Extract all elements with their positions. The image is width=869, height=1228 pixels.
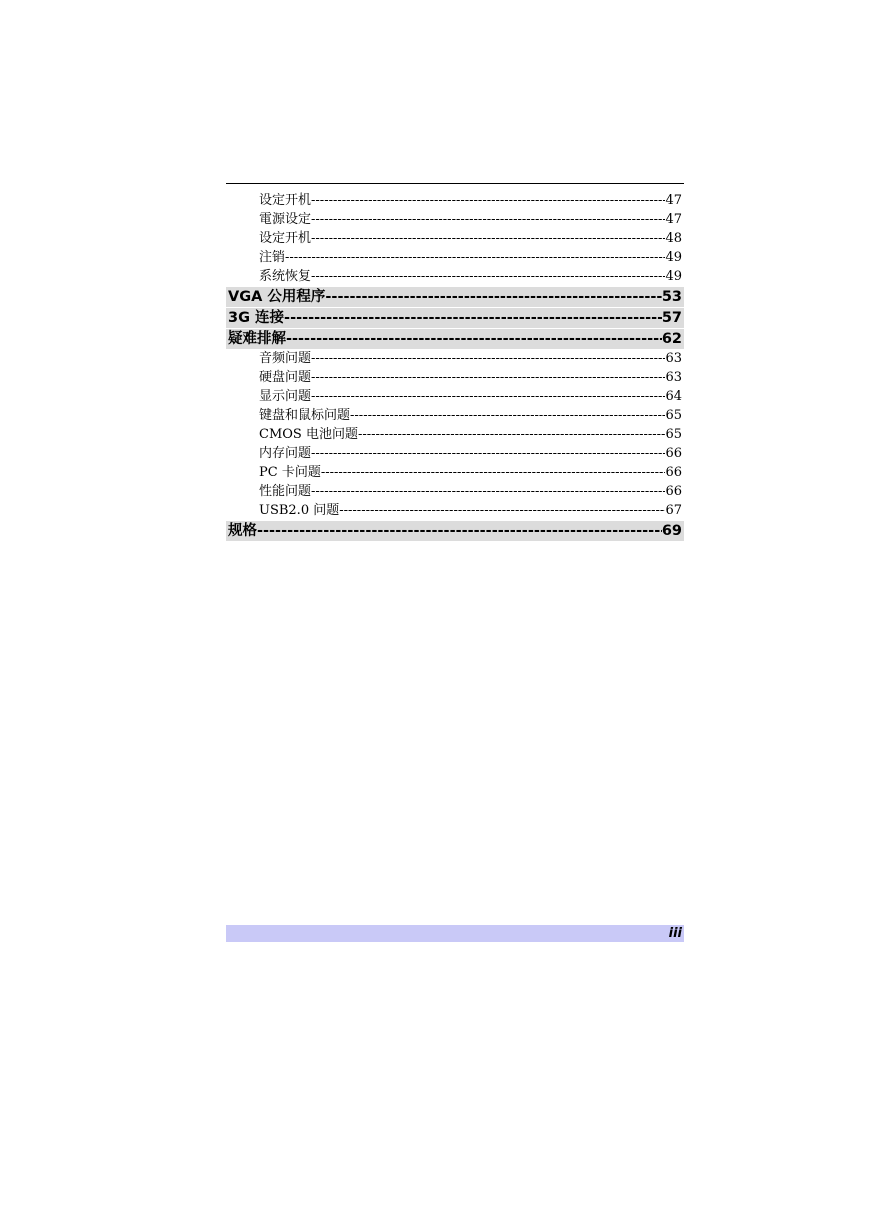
dot-leader — [286, 329, 662, 349]
toc-section-title: 疑难排解 — [228, 331, 286, 347]
dot-leader — [311, 368, 665, 387]
dot-leader — [350, 406, 665, 425]
toc-entry[interactable] — [226, 191, 684, 210]
toc-section-page: 62 — [661, 331, 682, 347]
toc-section-page: 53 — [661, 289, 682, 305]
toc-entry-title: 内存问题 — [259, 446, 312, 461]
toc-entry[interactable] — [226, 368, 684, 387]
dot-leader — [339, 501, 665, 520]
toc-entry[interactable] — [226, 463, 684, 482]
toc-entry-page: 47 — [665, 193, 682, 208]
toc-section-title: 规格 — [228, 523, 257, 539]
toc-section-entry[interactable] — [226, 287, 684, 307]
toc-entry[interactable] — [226, 210, 684, 229]
toc-entry[interactable] — [226, 349, 684, 368]
table-of-contents — [226, 191, 684, 541]
toc-entry-page: 67 — [665, 503, 682, 518]
toc-section-entry[interactable] — [226, 521, 684, 541]
toc-entry-title: 系统恢复 — [259, 269, 312, 284]
toc-entry-title: 硬盘问题 — [259, 370, 312, 385]
dot-leader — [311, 191, 665, 210]
dot-leader — [325, 287, 661, 307]
toc-entry-title: 键盘和鼠标问题 — [259, 408, 351, 423]
toc-entry[interactable] — [226, 501, 684, 520]
toc-entry[interactable] — [226, 425, 684, 444]
dot-leader — [257, 521, 662, 541]
toc-section-title: 3G 连接 — [228, 310, 285, 326]
header-rule — [226, 183, 684, 184]
toc-entry-page: 66 — [665, 446, 682, 461]
toc-entry-page: 66 — [665, 465, 682, 480]
toc-entry-page: 64 — [665, 389, 682, 404]
dot-leader — [358, 425, 665, 444]
dot-leader — [311, 210, 665, 229]
page-number: iii — [668, 926, 682, 941]
toc-section-entry[interactable] — [226, 308, 684, 328]
toc-entry-page: 48 — [665, 231, 682, 246]
dot-leader — [311, 444, 665, 463]
toc-entry[interactable] — [226, 444, 684, 463]
dot-leader — [285, 248, 665, 267]
dot-leader — [311, 349, 665, 368]
dot-leader — [311, 267, 665, 286]
dot-leader — [311, 482, 665, 501]
toc-entry-page: 49 — [665, 269, 682, 284]
toc-entry[interactable] — [226, 248, 684, 267]
toc-entry-page: 63 — [665, 351, 682, 366]
toc-entry-title: 设定开机 — [259, 231, 312, 246]
dot-leader — [311, 387, 665, 406]
toc-entry-title: USB2.0 问题 — [259, 503, 340, 518]
toc-entry-page: 63 — [665, 370, 682, 385]
toc-entry-page: 66 — [665, 484, 682, 499]
toc-entry-title: 显示问题 — [259, 389, 312, 404]
toc-section-entry[interactable] — [226, 329, 684, 349]
toc-entry-title: CMOS 电池问题 — [259, 427, 358, 442]
footer-bar — [226, 925, 684, 942]
dot-leader — [284, 308, 662, 328]
toc-entry[interactable] — [226, 267, 684, 286]
toc-section-title: VGA 公用程序 — [228, 289, 326, 305]
toc-section-page: 69 — [661, 523, 682, 539]
toc-entry[interactable] — [226, 387, 684, 406]
toc-entry-page: 49 — [665, 250, 682, 265]
toc-entry[interactable] — [226, 229, 684, 248]
toc-entry-title: 電源设定 — [259, 212, 312, 227]
toc-entry-page: 47 — [665, 212, 682, 227]
toc-entry-page: 65 — [665, 408, 682, 423]
toc-entry[interactable] — [226, 482, 684, 501]
toc-entry-title: 注销 — [259, 250, 286, 265]
toc-entry-title: 设定开机 — [259, 193, 312, 208]
dot-leader — [311, 229, 665, 248]
toc-entry-title: 音频问题 — [259, 351, 312, 366]
toc-entry-title: PC 卡问题 — [259, 465, 321, 480]
toc-entry-title: 性能问题 — [259, 484, 312, 499]
toc-entry[interactable] — [226, 406, 684, 425]
dot-leader — [321, 463, 666, 482]
toc-section-page: 57 — [661, 310, 682, 326]
toc-entry-page: 65 — [665, 427, 682, 442]
